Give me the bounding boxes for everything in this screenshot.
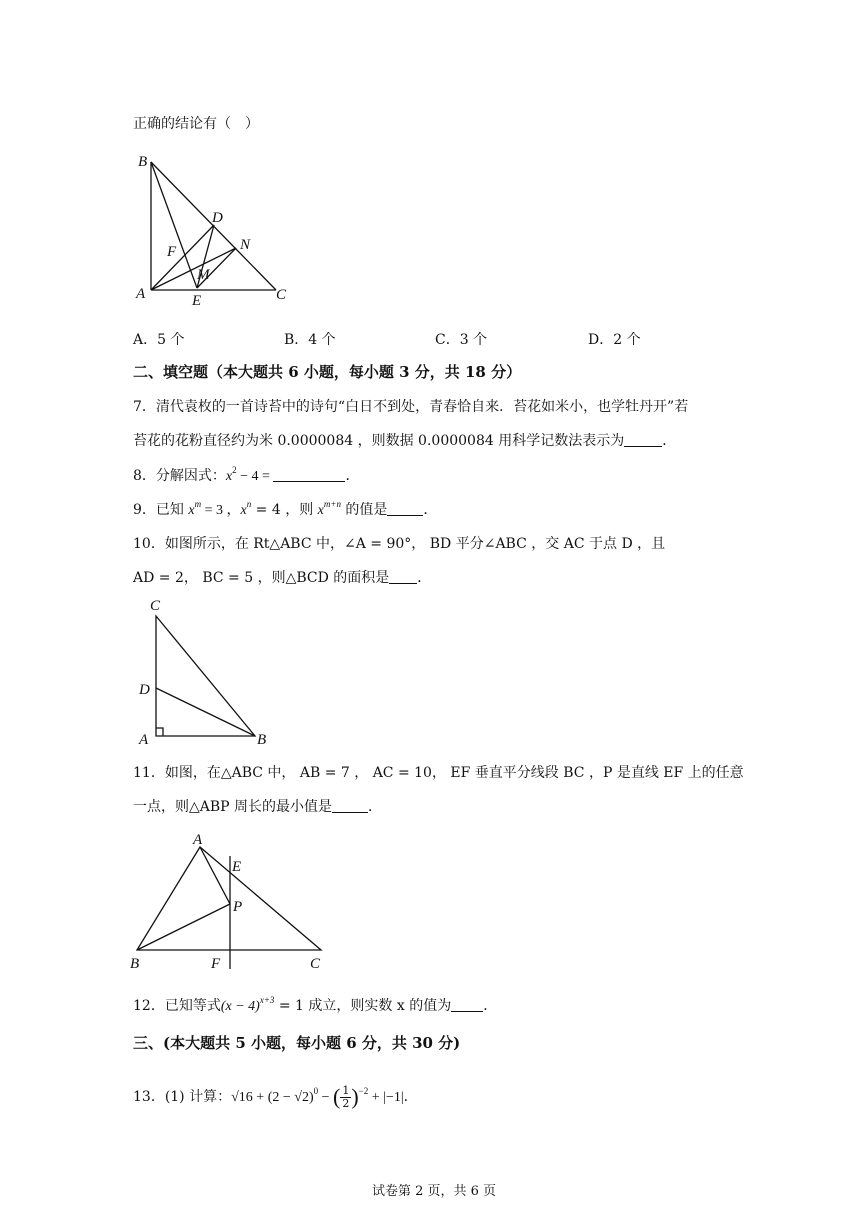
fig2-label-b: B	[257, 732, 267, 748]
q13-numerator: 1	[342, 1083, 350, 1097]
q11-line-2	[133, 797, 382, 817]
figure-triangle-abc-1	[130, 150, 300, 310]
q7-line-2	[133, 431, 676, 451]
q9-x3: x	[317, 503, 324, 518]
q9-line	[133, 500, 437, 521]
q13-prefix: 13．(1) 计算：	[133, 1089, 232, 1105]
q12-eq: = 1 成立，则实数 x 的值为	[274, 998, 452, 1014]
q9-eq1: = 3 ，	[201, 503, 241, 518]
fig3-label-a: A	[193, 832, 203, 848]
q7-line-1: 7．清代袁枚的一首诗苔中的诗句“白日不到处，青春恰自来．苔花如米小，也学牡丹开”若	[133, 399, 689, 415]
fig1-lines	[151, 162, 276, 290]
q8-answer-blank	[273, 467, 345, 482]
q13-paren-close: )	[351, 1084, 359, 1109]
option-b: B．4 个	[284, 332, 336, 348]
option-c: C．3 个	[435, 332, 488, 348]
q8-expr-rest: − 4 =	[236, 469, 274, 484]
q12-exp: x+3	[259, 995, 275, 1005]
figure-triangle-abc-perp-bisector	[125, 826, 335, 976]
fig3-label-e: E	[232, 859, 242, 875]
q9-eq2: = 4 ，则	[251, 502, 318, 518]
option-d: D．2 个	[588, 332, 641, 348]
q13-period: ．	[403, 1089, 418, 1105]
q11-line-1: 11．如图，在△ABC 中， AB = 7 ， AC = 10， EF 垂直平分线段 BC ，P 是直线 EF 上的任意	[133, 765, 744, 781]
q7-period: ．	[662, 433, 677, 449]
q13-denominator: 2	[342, 1096, 350, 1110]
q13-sqrt16: √16	[231, 1090, 253, 1105]
q12-period: ．	[483, 998, 498, 1014]
q10-line-2	[133, 568, 431, 588]
fig2-lines	[156, 616, 255, 736]
q12-base: (x − 4)	[220, 999, 260, 1014]
q9-mn3: m+n	[323, 499, 341, 509]
q9-x2: x	[240, 503, 247, 518]
q10-line-2-text: AD = 2， BC = 5 ，则△BCD 的面积是	[133, 570, 390, 586]
fig3-label-b: B	[130, 956, 140, 972]
fig1-label-a: A	[136, 286, 146, 302]
q6-tail-text: 正确的结论有（ ）	[133, 116, 259, 132]
q8-exp: 2	[232, 465, 237, 475]
figure-right-triangle-abc	[135, 594, 285, 754]
fig2-label-a: A	[139, 732, 149, 748]
q8-line	[133, 466, 359, 487]
q13-exp-0: 0	[313, 1086, 319, 1096]
page-footer: 试卷第 2 页，共 6 页	[371, 1184, 497, 1199]
q13-line	[133, 1082, 418, 1113]
q9-prefix: 9．已知	[133, 502, 189, 518]
q7-answer-blank	[624, 432, 662, 447]
option-a: A．5 个	[133, 332, 185, 348]
q11-answer-blank	[332, 798, 368, 813]
q11-line-2-text: 一点，则△ABP 周长的最小值是	[133, 799, 333, 815]
q13-plus-abs: + |−1|	[368, 1090, 404, 1105]
fig3-label-p: P	[233, 899, 243, 915]
q7-line-2-text: 苔花的花粉直径约为米 0.0000084 ，则数据 0.0000084 用科学记数法表示为	[133, 433, 625, 449]
q8-period: ．	[345, 468, 360, 484]
q13-paren-open: (	[333, 1084, 341, 1109]
q9-suffix: 的值是	[340, 502, 388, 518]
q12-line	[133, 996, 497, 1017]
fig1-label-c: C	[276, 287, 287, 303]
fig2-label-c: C	[150, 598, 161, 614]
q13-minus: −	[318, 1090, 334, 1105]
q12-prefix: 12．已知等式	[133, 998, 221, 1014]
q9-period: ．	[423, 502, 438, 518]
fig1-label-f: F	[167, 244, 177, 260]
fig1-label-b: B	[138, 154, 148, 170]
q13-plus-1: +	[252, 1090, 268, 1105]
q13-mid: (2 − √2)	[267, 1090, 314, 1105]
fig1-label-n: N	[240, 237, 251, 253]
section-3-heading: 三、(本大题共 5 小题，每小题 6 分，共 30 分)	[133, 1034, 461, 1052]
q9-x1: x	[188, 503, 195, 518]
fig2-label-d: D	[139, 682, 150, 698]
q13-fraction	[340, 1085, 351, 1110]
fig3-label-c: C	[310, 956, 321, 972]
q12-answer-blank	[451, 997, 483, 1012]
fig3-label-f: F	[211, 956, 221, 972]
fig1-label-m: M	[197, 267, 210, 283]
q11-period: ．	[368, 799, 383, 815]
q10-answer-blank	[389, 569, 417, 584]
q9-answer-blank	[387, 501, 423, 516]
q8-var-x: x	[225, 469, 233, 484]
section-2-heading: 二、填空题（本大题共 6 小题，每小题 3 分，共 18 分）	[133, 363, 522, 381]
fig1-label-e: E	[192, 293, 202, 309]
q9-m1: m	[194, 499, 202, 509]
fig3-lines	[137, 847, 321, 969]
q13-exp-neg2: −2	[358, 1086, 369, 1096]
q9-n2: n	[246, 499, 252, 509]
q8-prefix: 8．分解因式：	[133, 468, 226, 484]
q10-period: ．	[417, 570, 432, 586]
q10-line-1: 10．如图所示，在 Rt△ABC 中，∠A = 90°， BD 平分∠ABC ，交 AC 于点 D ，且	[133, 536, 666, 552]
fig1-label-d: D	[212, 210, 223, 226]
